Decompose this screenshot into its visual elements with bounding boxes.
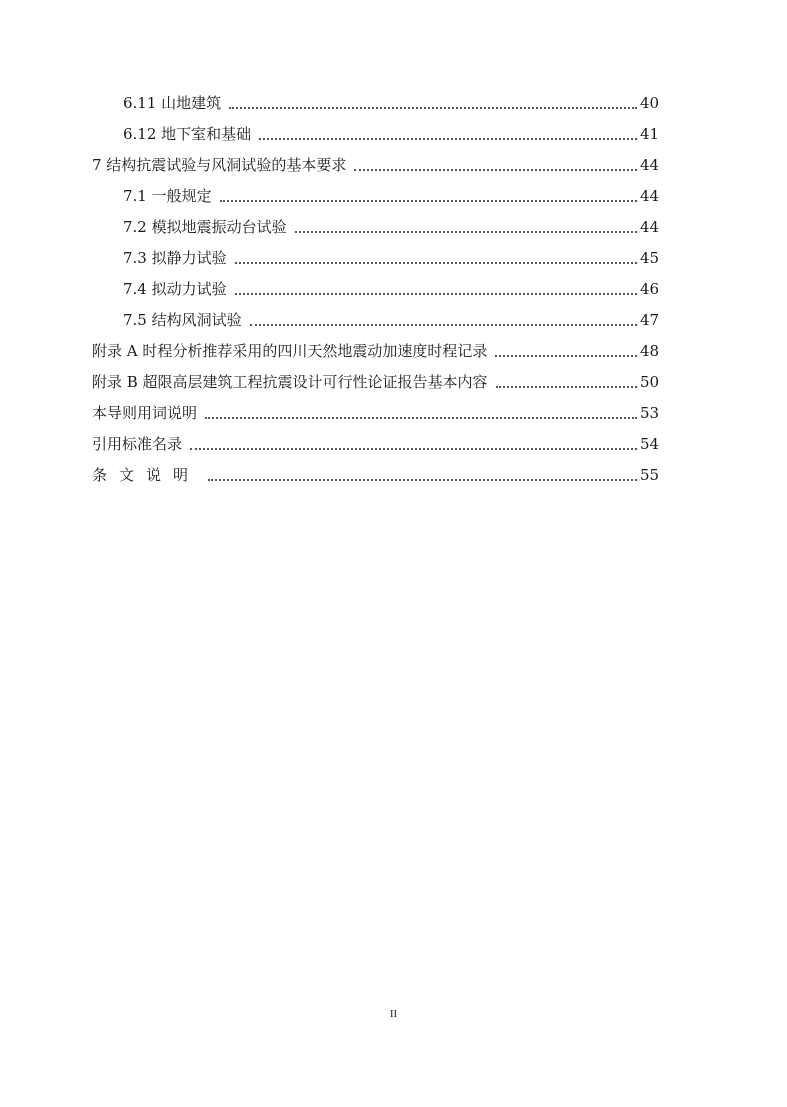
- toc-entry-appendix-b[interactable]: [92, 367, 658, 398]
- toc-entry-page: 46: [640, 280, 660, 298]
- toc-entry-title: 7.5 结构风洞试验: [123, 311, 242, 329]
- toc-dot-leader: [259, 137, 637, 140]
- toc-entry-title: 6.12 地下室和基础: [123, 125, 252, 143]
- toc-entry-page: 44: [640, 156, 660, 174]
- toc-dot-leader: [220, 199, 637, 202]
- toc-entry-title: 7.3 拟静力试验: [123, 249, 227, 267]
- toc-dot-leader: [354, 168, 637, 171]
- toc-dot-leader: [229, 106, 637, 109]
- toc-entry-standards[interactable]: [92, 429, 658, 460]
- toc-entry-page: 53: [640, 404, 660, 422]
- toc-entry-7-1[interactable]: [92, 181, 658, 212]
- toc-dot-leader: [250, 323, 637, 326]
- toc-dot-leader: [190, 447, 637, 450]
- toc-entry-page: 55: [640, 466, 660, 484]
- toc-entry-title: 7.4 拟动力试验: [123, 280, 227, 298]
- toc-entry-page: 44: [640, 218, 660, 236]
- toc-dot-leader: [235, 261, 637, 264]
- toc-entry-6-11[interactable]: [92, 88, 658, 119]
- toc-entry-page: 47: [640, 311, 660, 329]
- toc-entry-terms[interactable]: [92, 398, 658, 429]
- toc-entry-title: 本导则用词说明: [92, 404, 198, 422]
- toc-entry-page: 48: [640, 342, 660, 360]
- toc-entry-explanation[interactable]: [92, 460, 658, 491]
- toc-entry-7-5[interactable]: [92, 305, 658, 336]
- table-of-contents: [92, 88, 658, 491]
- toc-dot-leader: [205, 416, 637, 419]
- toc-entry-title: 附录 B 超限高层建筑工程抗震设计可行性论证报告基本内容: [92, 373, 488, 391]
- toc-entry-page: 44: [640, 187, 660, 205]
- toc-entry-title: 条文说明: [92, 466, 201, 484]
- toc-entry-page: 54: [640, 435, 660, 453]
- toc-entry-page: 40: [640, 94, 660, 112]
- toc-dot-leader: [295, 230, 637, 233]
- toc-dot-leader: [495, 354, 637, 357]
- toc-entry-page: 41: [640, 125, 660, 143]
- toc-entry-7-3[interactable]: [92, 243, 658, 274]
- toc-entry-page: 45: [640, 249, 660, 267]
- page-number: II: [389, 1008, 398, 1020]
- toc-dot-leader: [235, 292, 637, 295]
- toc-entry-appendix-a[interactable]: [92, 336, 658, 367]
- toc-entry-title: 引用标准名录: [92, 435, 183, 453]
- toc-entry-7[interactable]: [92, 150, 658, 181]
- toc-dot-leader: [496, 385, 637, 388]
- toc-entry-6-12[interactable]: [92, 119, 658, 150]
- toc-dot-leader: [208, 478, 637, 481]
- toc-entry-7-4[interactable]: [92, 274, 658, 305]
- toc-entry-title: 6.11 山地建筑: [123, 94, 222, 112]
- toc-entry-page: 50: [640, 373, 660, 391]
- toc-entry-7-2[interactable]: [92, 212, 658, 243]
- toc-entry-title: 7.1 一般规定: [123, 187, 212, 205]
- toc-entry-title: 附录 A 时程分析推荐采用的四川天然地震动加速度时程记录: [92, 342, 488, 360]
- toc-entry-title: 7.2 模拟地震振动台试验: [123, 218, 287, 236]
- toc-entry-title: 7 结构抗震试验与风洞试验的基本要求: [92, 156, 347, 174]
